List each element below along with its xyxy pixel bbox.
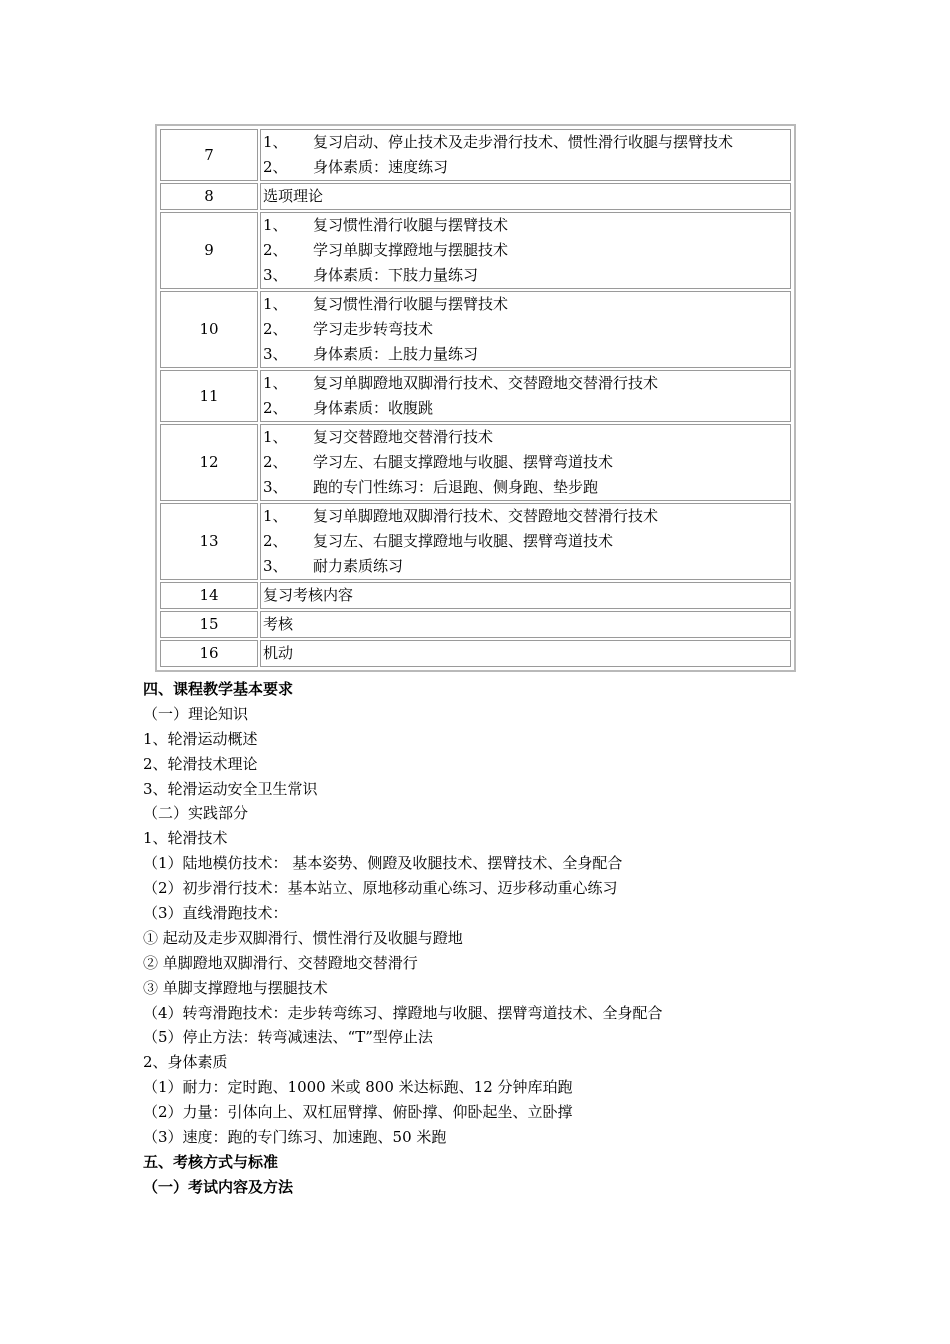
item-text: 复习启动、停止技术及走步滑行技术、惯性滑行收腿与摆臂技术 xyxy=(313,133,734,151)
item-number: 1、 xyxy=(263,216,288,234)
table-row xyxy=(160,424,791,501)
item-number: 1、 xyxy=(263,133,288,151)
outline-line: ① 起动及走步双脚滑行、惯性滑行及收腿与蹬地 xyxy=(143,928,463,947)
content-line xyxy=(263,554,788,579)
item-number: 3、 xyxy=(263,478,288,496)
item-number: 3、 xyxy=(263,557,288,575)
item-number: 1、 xyxy=(263,374,288,392)
content-line xyxy=(263,292,788,317)
week-content xyxy=(260,291,791,368)
week-content xyxy=(260,611,791,638)
outline-line: ② 单脚蹬地双脚滑行、交替蹬地交替滑行 xyxy=(143,953,418,972)
table-row xyxy=(160,582,791,609)
item-number: 2、 xyxy=(263,532,288,550)
outline-line: 2、身体素质 xyxy=(143,1053,228,1072)
week-number: 15 xyxy=(160,611,258,638)
table-row xyxy=(160,503,791,580)
outline-line: （4）转弯滑跑技术：走步转弯练习、撑蹬地与收腿、摆臂弯道技术、全身配合 xyxy=(143,1003,663,1022)
content-line: 机动 xyxy=(263,644,294,662)
item-number: 2、 xyxy=(263,453,288,471)
outline-line: （1）陆地模仿技术： 基本姿势、侧蹬及收腿技术、摆臂技术、全身配合 xyxy=(143,854,623,873)
content-line xyxy=(263,213,788,238)
table-row xyxy=(160,611,791,638)
course-requirements-outline xyxy=(143,677,843,1200)
content-line: 复习考核内容 xyxy=(263,586,354,604)
outline-line: （5）停止方法：转弯减速法、“T”型停止法 xyxy=(143,1028,433,1047)
content-line xyxy=(263,130,788,155)
content-line xyxy=(263,529,788,554)
outline-line: （2）初步滑行技术：基本站立、原地移动重心练习、迈步移动重心练习 xyxy=(143,879,618,898)
item-text: 学习左、右腿支撑蹬地与收腿、摆臂弯道技术 xyxy=(313,453,614,471)
outline-line: （2）力量：引体向上、双杠屈臂撑、俯卧撑、仰卧起坐、立卧撑 xyxy=(143,1103,573,1122)
content-line xyxy=(263,450,788,475)
schedule-table xyxy=(155,124,796,672)
item-number: 2、 xyxy=(263,241,288,259)
week-content xyxy=(260,183,791,210)
table-row xyxy=(160,640,791,667)
content-line xyxy=(263,317,788,342)
item-text: 身体素质：上肢力量练习 xyxy=(313,345,479,363)
item-text: 跑的专门性练习：后退跑、侧身跑、垫步跑 xyxy=(313,478,599,496)
outline-line: 2、轮滑技术理论 xyxy=(143,754,258,773)
section-heading: 五、考核方式与标准 xyxy=(143,1152,279,1171)
content-line xyxy=(263,504,788,529)
week-number: 10 xyxy=(160,291,258,368)
week-number: 11 xyxy=(160,370,258,422)
content-line xyxy=(263,155,788,180)
outline-line: （1）耐力：定时跑、1000 米或 800 米达标跑、12 分钟库珀跑 xyxy=(143,1078,573,1097)
item-text: 耐力素质练习 xyxy=(313,557,404,575)
week-content xyxy=(260,370,791,422)
week-content xyxy=(260,503,791,580)
table-row xyxy=(160,129,791,181)
item-text: 身体素质：速度练习 xyxy=(313,158,449,176)
content-line: 选项理论 xyxy=(263,187,324,205)
item-number: 1、 xyxy=(263,295,288,313)
section-heading: （一）考试内容及方法 xyxy=(143,1177,294,1196)
table-row xyxy=(160,291,791,368)
content-line xyxy=(263,475,788,500)
item-text: 复习惯性滑行收腿与摆臂技术 xyxy=(313,216,509,234)
item-number: 3、 xyxy=(263,266,288,284)
item-number: 2、 xyxy=(263,320,288,338)
outline-line: （3）直线滑跑技术： xyxy=(143,904,288,923)
item-number: 3、 xyxy=(263,345,288,363)
item-text: 复习左、右腿支撑蹬地与收腿、摆臂弯道技术 xyxy=(313,532,614,550)
week-content xyxy=(260,640,791,667)
item-text: 复习惯性滑行收腿与摆臂技术 xyxy=(313,295,509,313)
item-number: 1、 xyxy=(263,428,288,446)
item-text: 复习单脚蹬地双脚滑行技术、交替蹬地交替滑行技术 xyxy=(313,507,659,525)
item-text: 身体素质：收腹跳 xyxy=(313,399,434,417)
item-number: 2、 xyxy=(263,399,288,417)
outline-line: ③ 单脚支撑蹬地与摆腿技术 xyxy=(143,978,328,997)
week-number: 9 xyxy=(160,212,258,289)
table-row xyxy=(160,183,791,210)
week-content xyxy=(260,424,791,501)
content-line xyxy=(263,396,788,421)
content-line: 考核 xyxy=(263,615,294,633)
table-row xyxy=(160,212,791,289)
content-line xyxy=(263,371,788,396)
content-line xyxy=(263,425,788,450)
schedule-table-body xyxy=(160,129,791,667)
item-number: 1、 xyxy=(263,507,288,525)
week-content xyxy=(260,212,791,289)
item-text: 学习走步转弯技术 xyxy=(313,320,434,338)
content-line xyxy=(263,238,788,263)
content-line xyxy=(263,342,788,367)
week-number: 13 xyxy=(160,503,258,580)
outline-line: 1、轮滑运动概述 xyxy=(143,729,258,748)
outline-line: （二）实践部分 xyxy=(143,804,249,823)
outline-line: （3）速度：跑的专门练习、加速跑、50 米跑 xyxy=(143,1128,447,1147)
week-number: 7 xyxy=(160,129,258,181)
week-number: 14 xyxy=(160,582,258,609)
week-number: 12 xyxy=(160,424,258,501)
week-number: 16 xyxy=(160,640,258,667)
outline-line: 1、轮滑技术 xyxy=(143,829,228,848)
schedule-table-grid xyxy=(158,127,793,669)
content-line xyxy=(263,263,788,288)
item-number: 2、 xyxy=(263,158,288,176)
section-heading: 四、课程教学基本要求 xyxy=(143,680,294,698)
item-text: 身体素质：下肢力量练习 xyxy=(313,266,479,284)
table-row xyxy=(160,370,791,422)
outline-line: （一）理论知识 xyxy=(143,704,249,723)
week-content xyxy=(260,582,791,609)
week-number: 8 xyxy=(160,183,258,210)
item-text: 学习单脚支撑蹬地与摆腿技术 xyxy=(313,241,509,259)
outline-line: 3、轮滑运动安全卫生常识 xyxy=(143,779,318,798)
week-content xyxy=(260,129,791,181)
item-text: 复习交替蹬地交替滑行技术 xyxy=(313,428,494,446)
item-text: 复习单脚蹬地双脚滑行技术、交替蹬地交替滑行技术 xyxy=(313,374,659,392)
